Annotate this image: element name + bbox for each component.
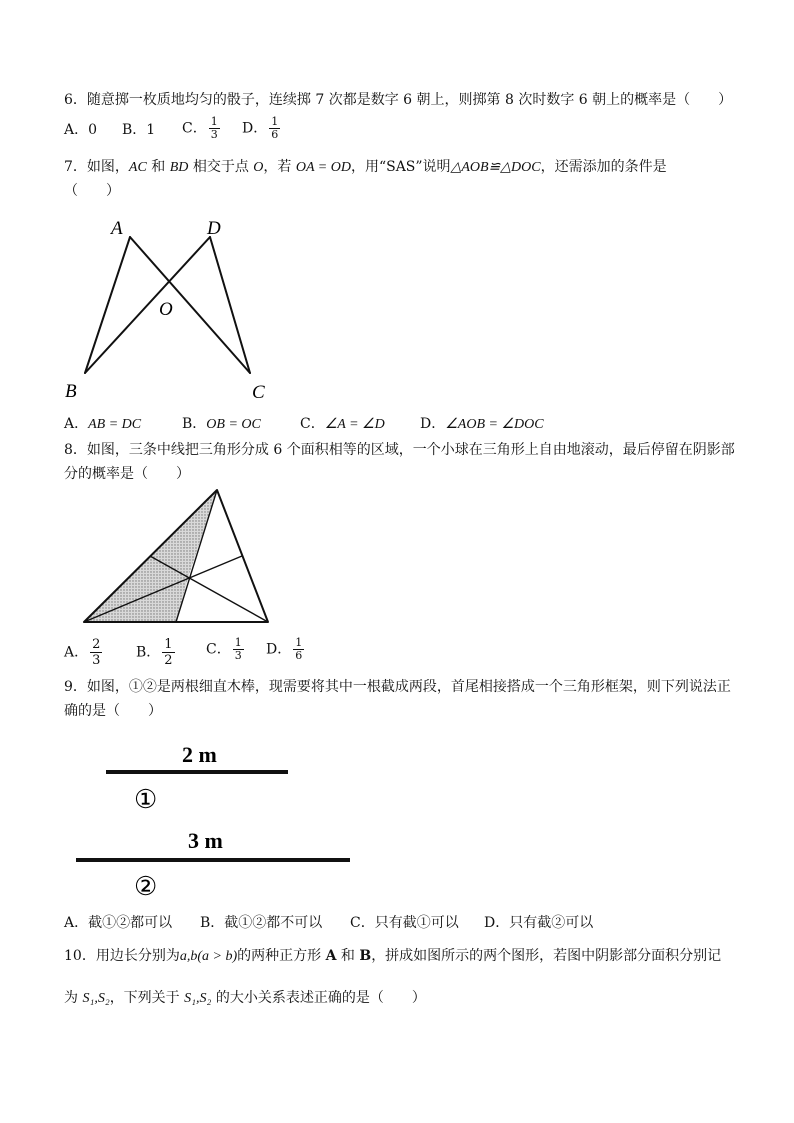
q8-option-b: B． $\frac{1}{2}$ bbox=[136, 637, 173, 668]
q7-stem: 7．如图，AC 和 BD 相交于点 O，若 OA = OD，用“SAS”说明△AOB≌△DOC，还需添加的条件是 bbox=[64, 159, 667, 175]
q6-option-c bbox=[182, 116, 222, 141]
q7-label-b: B bbox=[65, 381, 77, 402]
q7-option-c: C．∠A = ∠D bbox=[300, 416, 385, 432]
q6-option-d bbox=[242, 116, 282, 141]
q9-option-d: D．只有截②可以 bbox=[484, 915, 594, 931]
q6-option-d-label: D． bbox=[242, 120, 268, 137]
q9-stem-line2: 确的是（ ） bbox=[64, 703, 162, 719]
q9-option-b: B．截①②都不可以 bbox=[200, 915, 323, 931]
q7-option-a: A．AB = DC bbox=[64, 416, 142, 432]
q7-option-b: B．OB = OC bbox=[182, 416, 261, 432]
q7-label-c: C bbox=[252, 382, 265, 403]
q6-option-b: B．1 bbox=[122, 122, 156, 138]
q6-stem: 6．随意掷一枚质地均匀的骰子，连续掷 7 次都是数字 6 朝上，则掷第 8 次时数字 6 朝上的概率是（ ） bbox=[64, 92, 733, 108]
q9-option-a: A．截①②都可以 bbox=[64, 915, 173, 931]
q7-figure bbox=[60, 210, 280, 405]
q8-option-c: C． $\frac{1}{3}$ bbox=[206, 636, 242, 662]
q8-figure bbox=[78, 484, 278, 629]
q9-figure bbox=[70, 735, 360, 905]
q8-option-d: D． $\frac{1}{6}$ bbox=[266, 636, 303, 662]
q8-stem-line1: 8．如图，三条中线把三角形分成 6 个面积相等的区域，一个小球在三角形上自由地滚动，最后停留在阴影部 bbox=[64, 442, 735, 458]
q8-option-a: A． $\frac{2}{3}$ bbox=[64, 637, 101, 668]
q9-stick1-mark: ① bbox=[134, 785, 158, 814]
q8-stem-line2: 分的概率是（ ） bbox=[64, 466, 190, 482]
q7-segment-dc bbox=[210, 237, 250, 373]
q10-stem-line1: 10．用边长分别为a,b(a > b)的两种正方形 A 和 B，拼成如图所示的两个图形，若图中阴影部分面积分别记 bbox=[64, 948, 722, 964]
q7-answer-paren: （ ） bbox=[64, 183, 120, 199]
q9-stick1-length: 2 m bbox=[182, 742, 217, 767]
q6-option-a: A．0 bbox=[64, 122, 98, 138]
q9-stem-line1: 9．如图，①②是两根细直木棒，现需要将其中一根截成两段，首尾相接搭成一个三角形框架，则下列说法正 bbox=[64, 679, 731, 695]
q10-stem-line2: 为 S₁,S₂，下列关于 S₁,S₂ 的大小关系表述正确的是（ ） bbox=[64, 990, 426, 1006]
q9-option-c: C．只有截①可以 bbox=[350, 915, 459, 931]
q9-stick2-length: 3 m bbox=[188, 828, 223, 853]
q7-option-d: D．∠AOB = ∠DOC bbox=[420, 416, 544, 432]
q7-label-a: A bbox=[111, 218, 123, 239]
q7-segment-ab bbox=[85, 237, 130, 373]
q6-option-c-fraction: $\frac{1}{3}$ bbox=[210, 115, 218, 141]
q9-stick2-mark: ② bbox=[134, 872, 158, 901]
q6-option-d-fraction: $\frac{1}{6}$ bbox=[271, 115, 279, 141]
q7-label-o: O bbox=[159, 299, 173, 320]
q7-label-d: D bbox=[207, 218, 221, 239]
q6-option-c-label: C． bbox=[182, 120, 207, 137]
